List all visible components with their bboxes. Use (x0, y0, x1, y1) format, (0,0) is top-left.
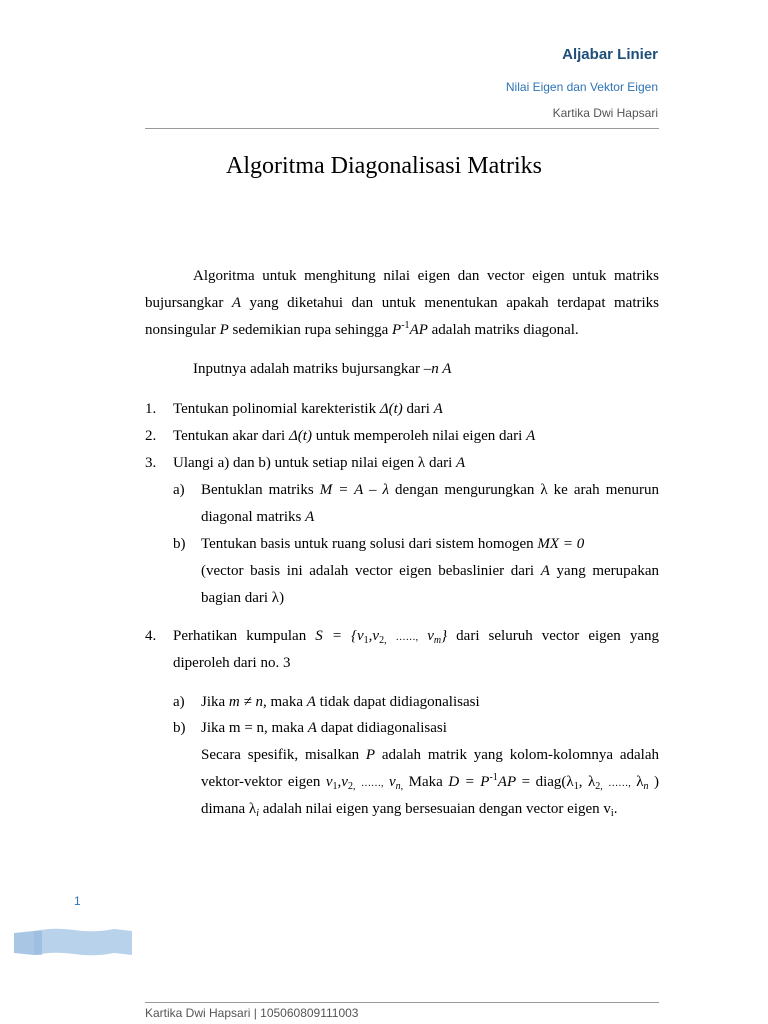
intro-line-3: nonsingular P sedemikian rupa sehingga $P^{-1}AP$ adalah matriks diagonal. (145, 320, 579, 338)
intro-line-2: bujursangkar A yang diketahui dan untuk menentukan apakah terdapat matriks (145, 295, 659, 311)
step-text: Ulangi a) dan b) untuk setiap nilai eigen λ dari A (173, 455, 466, 471)
sub-text: Tentukan basis untuk ruang solusi dari sistem homogen MX = 0 (201, 536, 585, 552)
sub-label: a) (173, 482, 185, 498)
intro-line-1 (193, 263, 659, 290)
header-topic: Nilai Eigen dan Vektor Eigen (505, 80, 658, 94)
step-number: 3. (145, 455, 157, 471)
page-ribbon-graphic (14, 927, 132, 959)
step-number: 1. (145, 401, 157, 417)
sub-label: a) (173, 694, 185, 710)
header-author: Kartika Dwi Hapsari (552, 106, 658, 120)
step-text-cont: diperoleh dari no. 3 (173, 655, 291, 671)
sub-label: b) (173, 720, 186, 736)
sub-text-cont: diagonal matriks A (201, 509, 315, 525)
sub-text: Bentuklan matriks M = A – λ dengan mengurungkan λ ke arah menurun (201, 482, 660, 498)
step-number: 4. (145, 628, 157, 644)
step-text: Perhatikan kumpulan $S = \{v_1,v_{2,}$ ……, $v_m$} dari seluruh vector eigen yang (173, 628, 660, 646)
document-title: Algoritma Diagonalisasi Matriks (226, 153, 542, 179)
sub-note-cont: bagian dari λ) (201, 590, 285, 606)
footer-text: Kartika Dwi Hapsari | 105060809111003 (145, 1006, 359, 1020)
step-text: Tentukan polinomial karekteristik Δ(t) dari A (173, 401, 443, 417)
sub-detail-cont: vektor-vektor eigen $v_1,v_{2,}$ ……, $v_{n,}$ Maka $D = P^{-1}AP$ = $diag(\lambda_1$, $\lambda_{2,}$ ……, $\lambda_n$ ) (201, 772, 660, 792)
header-course-title: Aljabar Linier (562, 46, 658, 63)
intro-line-1-text: Algoritma untuk menghitung nilai eigen dan vector eigen untuk matriks (193, 268, 659, 284)
page-number: 1 (74, 894, 81, 908)
sub-text: Jika m ≠ n, maka A tidak dapat didiagonalisasi (201, 694, 480, 710)
sub-label: b) (173, 536, 186, 552)
footer-rule (145, 1002, 659, 1003)
input-line: Inputnya adalah matriks bujursangkar –n A (193, 361, 452, 377)
sub-note: (vector basis ini adalah vector eigen bebaslinier dari A yang merupakan (201, 563, 659, 579)
sub-detail-end: dimana $\lambda_i$ adalah nilai eigen yang bersesuaian dengan vector eigen $v_i$. (201, 801, 618, 819)
step-number: 2. (145, 428, 157, 444)
step-text: Tentukan akar dari Δ(t) untuk memperoleh nilai eigen dari A (173, 428, 536, 444)
header-rule (145, 128, 659, 129)
sub-detail: Secara spesifik, misalkan P adalah matrik yang kolom-kolomnya adalah (201, 747, 659, 763)
sub-text: Jika m = n, maka A dapat didiagonalisasi (201, 720, 447, 736)
